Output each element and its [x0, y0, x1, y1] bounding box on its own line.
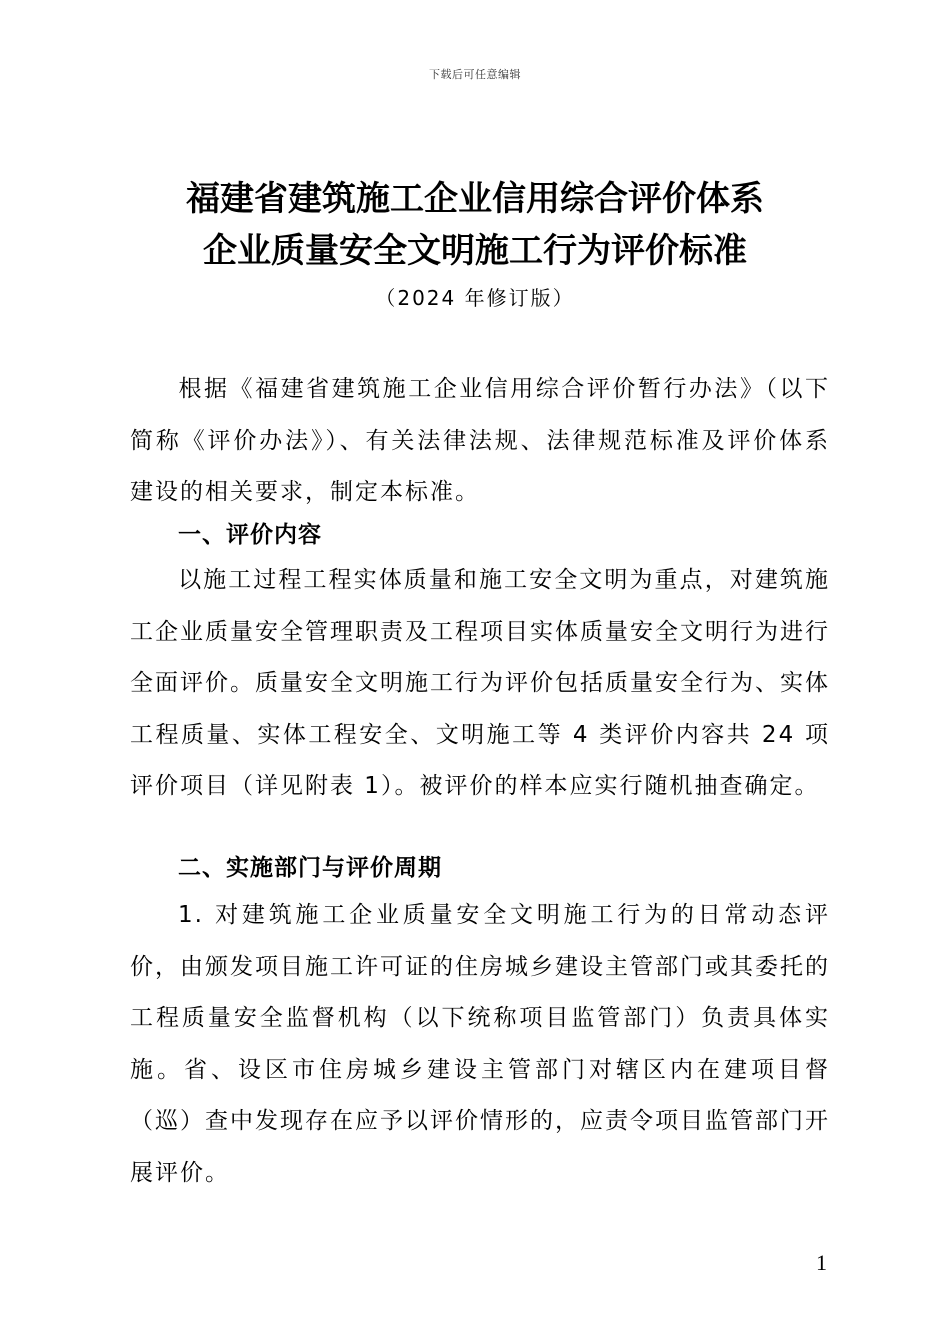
section-1-text: 以施工过程工程实体质量和施工安全文明为重点，对建筑施工企业质量安全管理职责及工程项目实体质量安全文明行为进行全面评价。质量安全文明施工行为评价包括质量安全行为、实体工程质量、实体工程安全、文明施工等 4 类评价内容共 24 项评价项目（详见附表 1）。被评价的样本应实行随机抽查确定。 [130, 567, 830, 799]
document-title-line-1: 福建省建筑施工企业信用综合评价体系 [186, 179, 764, 219]
page-number: 1 [816, 1250, 827, 1275]
section-1-heading: 一、评价内容 [178, 522, 322, 548]
edition-label: （2024 年修订版） [375, 286, 575, 310]
intro-text: 根据《福建省建筑施工企业信用综合评价暂行办法》（以下简称《评价办法》）、有关法律法规、法律规范标准及评价体系建设的相关要求，制定本标准。 [130, 376, 830, 505]
section-2-text: 1. 对建筑施工企业质量安全文明施工行为的日常动态评价，由颁发项目施工许可证的住房城乡建设主管部门或其委托的工程质量安全监督机构（以下统称项目监管部门）负责具体实施。省、设区市住房城乡建设主管部门对辖区内在建项目督（巡）查中发现存在应予以评价情形的，应责令项目监管部门开展评价。 [130, 902, 830, 1186]
header-note: 下载后可任意编辑 [429, 68, 521, 81]
section-2-paragraph [130, 890, 830, 1199]
document-title-line-2: 企业质量安全文明施工行为评价标准 [203, 231, 747, 271]
section-2-heading: 二、实施部门与评价周期 [178, 855, 442, 881]
intro-paragraph [130, 364, 830, 519]
section-1-paragraph [130, 555, 830, 813]
